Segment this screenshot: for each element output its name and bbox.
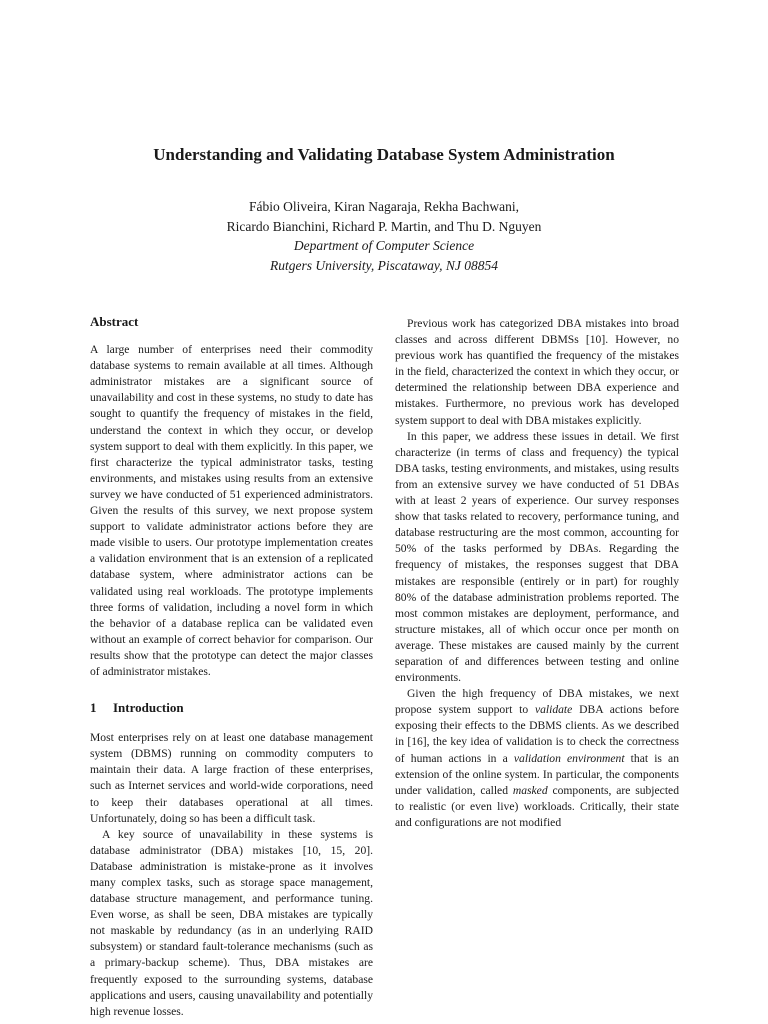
abstract-text: A large number of enterprises need their commodity database systems to remain available at all times. Although administrator mistakes are a significant source of unavailability and cost in these systems, no study to date has sought to quantify the frequency of mistakes in the field, understand the context in which they occur, or develop system support to deal with them explicitly. In this paper, we first characterize the typical administrator tasks, testing environments, and mistakes using results from an extensive survey we have conducted of 51 experienced administrators. Given the results of this survey, we next propose system support to validate administrator actions before they are made visible to users. Our prototype implementation creates a validation environment that is an extension of a replicated database system, where administrator actions can be validated using real workloads. The prototype implements three forms of validation, including a novel form in which the behavior of a database replica can be validated even without an example of correct behavior for comparison. Our results show that the prototype can detect the major classes of administrator mistakes. — [90, 343, 373, 678]
right-column — [395, 316, 679, 831]
left-column — [90, 314, 373, 1020]
author-line: Fábio Oliveira, Kiran Nagaraja, Rekha Bachwani, — [249, 199, 519, 214]
section-title: Introduction — [113, 700, 184, 716]
intro-paragraph-3: Previous work has categorized DBA mistakes into broad classes and across different DBMSs [10]. However, no previous work has quantified the frequency of the mistakes in the field, characterized the context in which they occur, or determined the relationship between DBA experience and mistakes. Furthermore, no previous work has developed system support to deal with DBA mistakes explicitly. — [395, 317, 679, 427]
text-run: DBA actions before exposing their effects to the DBMS clients. As we described in [16], the key idea of validation is to check the correctness of human actions in a — [395, 703, 679, 765]
intro-paragraph-4: In this paper, we address these issues in detail. We first characterize (in terms of class and frequency) the typical DBA tasks, testing environments, and mistakes, using results from an extensive survey we have conducted of 51 DBAs with at least 2 years of experience. Our survey responses show that tasks related to recovery, performance tuning, and database restructuring are the most common, accounting for 50% of the tasks performed by DBAs. Regarding the frequency of mistakes, the responses suggest that DBA mistakes are responsible (entirely or in part) for roughly 80% of the database administration problems reported. The most common mistakes are deployment, performance, and structure mistakes, all of which occur once per month on average. These mistakes are caused mainly by the current separation of and differences between testing and online environments. — [395, 429, 679, 685]
emphasis-masked: masked — [512, 783, 548, 797]
affiliation-line: Rutgers University, Piscataway, NJ 08854 — [270, 257, 498, 273]
intro-paragraph-2: A key source of unavailability in these systems is database administrator (DBA) mistakes [10, 15, 20]. Database administration is mistake-prone as it involves many complex tasks, such as storage space management, database structure management, and performance tuning. Even worse, as shall be seen, DBA mistakes are typically not maskable by redundancy (as in an underlying RAID subsystem) or standard fault-tolerance mechanisms (such as a primary-backup scheme). Thus, DBA mistakes are frequently exposed to the surrounding systems, database applications and users, causing unavailability and potentially high revenue losses. — [90, 827, 373, 1018]
text-run: Given the high frequency of DBA mistakes, we next propose system support to — [395, 687, 679, 717]
intro-paragraph-5 — [395, 686, 679, 831]
text-run: components, are subjected to realistic (or even live) workloads. Critically, their state and configurations are not modified — [395, 783, 679, 829]
abstract-heading: Abstract — [90, 314, 139, 329]
paper-title: Understanding and Validating Database System Administration — [153, 145, 615, 164]
emphasis-validation-environment: validation environment — [513, 751, 625, 765]
emphasis-validate: validate — [534, 703, 573, 717]
author-block — [0, 197, 768, 275]
introduction-heading — [90, 700, 373, 716]
affiliation-line: Department of Computer Science — [293, 238, 475, 253]
text-run: that is an extension of the online system. In particular, the components under validation, called — [395, 751, 679, 797]
author-line: Ricardo Bianchini, Richard P. Martin, and Thu D. Nguyen — [226, 218, 542, 234]
section-number: 1 — [90, 700, 97, 716]
intro-paragraph-1: Most enterprises rely on at least one database management system (DBMS) running on commodity computers to maintain their data. A large fraction of these enterprises, such as Internet services and world-wide corporations, need to keep their databases operational at all times. Unfortunately, doing so has been a difficult task. — [90, 731, 373, 825]
